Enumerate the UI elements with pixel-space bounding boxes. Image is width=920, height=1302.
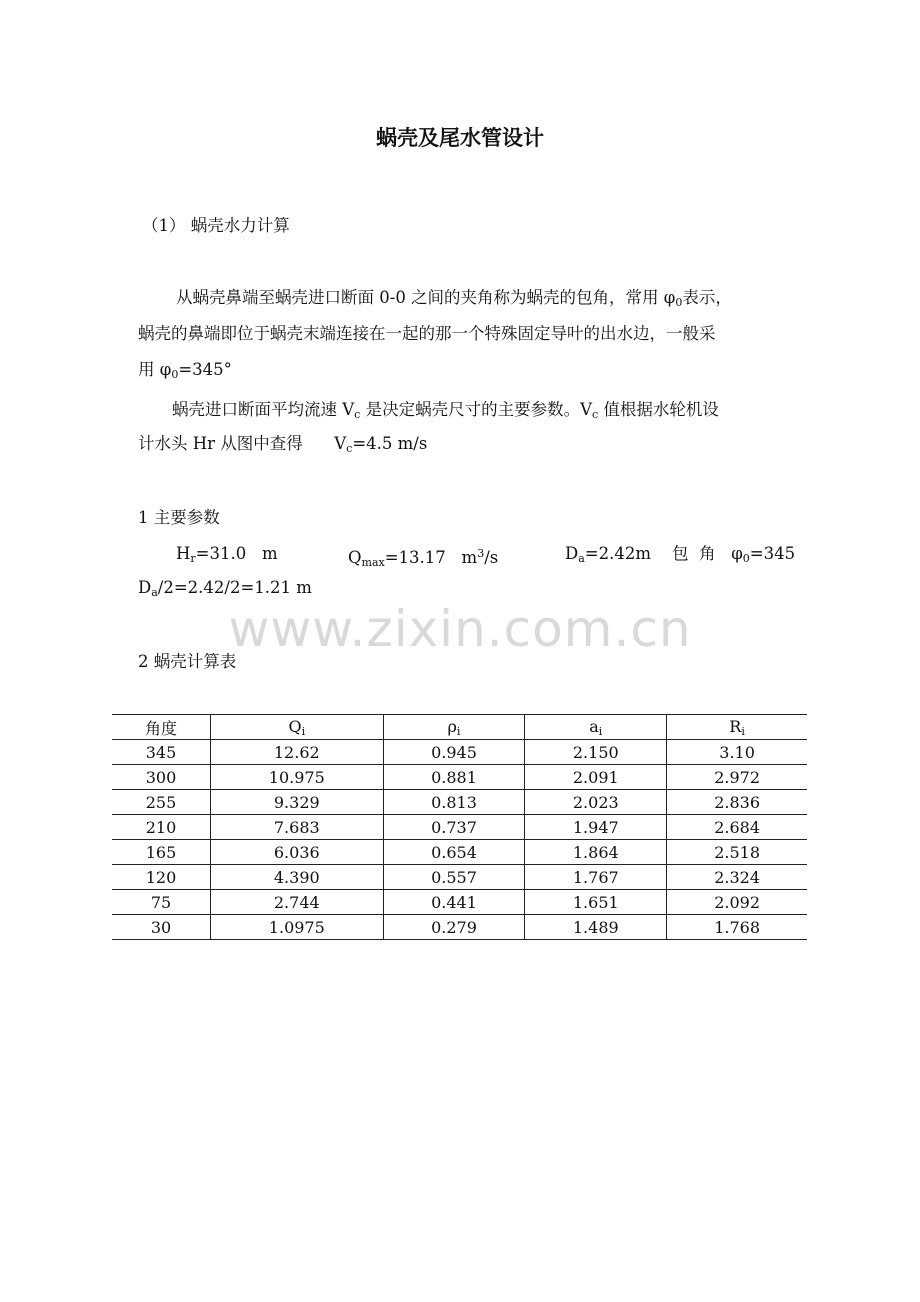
table-cell: 2.150 (525, 740, 667, 765)
table-cell: 0.557 (383, 865, 525, 890)
header-text: a (589, 716, 599, 736)
table-cell: 300 (112, 765, 210, 790)
table-cell: 2.684 (667, 815, 807, 840)
subscript: 0 (742, 552, 750, 565)
paragraph-line (138, 318, 716, 350)
table-body (112, 740, 807, 940)
text-run: D (565, 544, 579, 563)
subscript: a (578, 552, 585, 565)
subscript: i (598, 724, 603, 738)
text-run: =31.0 m (195, 544, 278, 563)
table-cell: 1.651 (525, 890, 667, 915)
table-cell: 1.768 (667, 915, 807, 940)
text-run: Q (348, 548, 362, 567)
table-row (112, 865, 807, 890)
table-header-row (112, 715, 807, 740)
table-cell: 2.972 (667, 765, 807, 790)
table-cell: 2.744 (210, 890, 383, 915)
subscript: r (190, 552, 196, 565)
section-heading-main-params: 1 主要参数 (138, 508, 220, 527)
section-heading-volute-table: 2 蜗壳计算表 (138, 652, 237, 671)
table-cell: 0.279 (383, 915, 525, 940)
column-header (112, 715, 210, 740)
table-cell: 1.947 (525, 815, 667, 840)
column-header (383, 715, 525, 740)
paragraph-line (138, 428, 427, 465)
text-run: =13.17 m (384, 548, 478, 567)
table-cell: 255 (112, 790, 210, 815)
table-cell: 2.092 (667, 890, 807, 915)
table-cell: 6.036 (210, 840, 383, 865)
table-cell: 4.390 (210, 865, 383, 890)
table-row (112, 815, 807, 840)
subscript: 0 (171, 368, 179, 381)
text-run: =2.42m 包 角 φ (584, 544, 743, 563)
table-cell: 0.813 (383, 790, 525, 815)
text-run: =345° (178, 360, 232, 379)
table-cell: 10.975 (210, 765, 383, 790)
paragraph-line (138, 354, 232, 391)
subscript: i (456, 724, 461, 738)
header-text: ρ (447, 716, 457, 736)
param-da-wrap-angle (565, 538, 795, 575)
table-cell: 2.324 (667, 865, 807, 890)
subscript: i (301, 724, 306, 738)
text-run: 用 φ (138, 360, 172, 379)
subscript: c (354, 408, 361, 421)
header-text: R (729, 716, 742, 736)
table-cell: 9.329 (210, 790, 383, 815)
text-run: /2=2.42/2=1.21 m (157, 578, 312, 597)
table-cell: 0.945 (383, 740, 525, 765)
section-heading-volute-hydraulic: （1） 蜗壳水力计算 (142, 216, 290, 235)
text-run: D (138, 578, 152, 597)
table-cell: 165 (112, 840, 210, 865)
table-row (112, 840, 807, 865)
param-qmax (348, 538, 498, 579)
text-run: /s (484, 548, 499, 567)
text-run: 是决定蜗壳尺寸的主要参数。V (360, 400, 593, 419)
table-cell: 2.836 (667, 790, 807, 815)
text-run: 蜗壳的鼻端即位于蜗壳末端连接在一起的那一个特殊固定导叶的出水边，一般采 (138, 324, 716, 343)
table-cell: 0.737 (383, 815, 525, 840)
text-run: 计水头 Hr 从图中查得 V (138, 434, 347, 453)
table-row (112, 890, 807, 915)
table-cell: 30 (112, 915, 210, 940)
subscript: max (361, 556, 385, 569)
volute-calculation-table (112, 714, 807, 940)
table-cell: 2.023 (525, 790, 667, 815)
table-cell: 120 (112, 865, 210, 890)
text-run: 表示， (682, 288, 732, 307)
table-cell: 1.0975 (210, 915, 383, 940)
superscript: 3 (477, 547, 485, 560)
table-cell: 1.489 (525, 915, 667, 940)
text-run: 值根据水轮机设 (598, 400, 719, 419)
table-cell: 3.10 (667, 740, 807, 765)
table-row (112, 740, 807, 765)
table-row (112, 790, 807, 815)
table-cell: 345 (112, 740, 210, 765)
column-header (525, 715, 667, 740)
subscript: 0 (675, 296, 683, 309)
param-hr (176, 538, 278, 575)
table-cell: 2.518 (667, 840, 807, 865)
table-cell: 0.654 (383, 840, 525, 865)
header-text: Q (288, 716, 302, 736)
column-header (667, 715, 807, 740)
table-cell: 7.683 (210, 815, 383, 840)
table-cell: 0.441 (383, 890, 525, 915)
table-cell: 2.091 (525, 765, 667, 790)
watermark: www.zixin.com.cn (228, 600, 692, 658)
header-text: 角度 (144, 718, 177, 738)
table-row (112, 915, 807, 940)
text-run: 蜗壳进口断面平均流速 V (172, 400, 355, 419)
text-run: H (176, 544, 191, 563)
table-row (112, 765, 807, 790)
table-cell: 1.767 (525, 865, 667, 890)
table-cell: 12.62 (210, 740, 383, 765)
subscript: c (592, 408, 599, 421)
text-run: 从蜗壳鼻端至蜗壳进口断面 0-0 之间的夹角称为蜗壳的包角，常用 φ (176, 288, 676, 307)
subscript: a (151, 586, 158, 599)
table-cell: 1.864 (525, 840, 667, 865)
text-run: =4.5 m/s (352, 434, 428, 453)
text-run: =345 (749, 544, 796, 563)
subscript: i (741, 724, 745, 738)
column-header (210, 715, 383, 740)
paragraph-line (172, 394, 719, 431)
document-title: 蜗壳及尾水管设计 (376, 125, 544, 150)
table-cell: 75 (112, 890, 210, 915)
subscript: c (346, 442, 353, 455)
table-cell: 210 (112, 815, 210, 840)
table-cell: 0.881 (383, 765, 525, 790)
paragraph-line (176, 282, 732, 319)
